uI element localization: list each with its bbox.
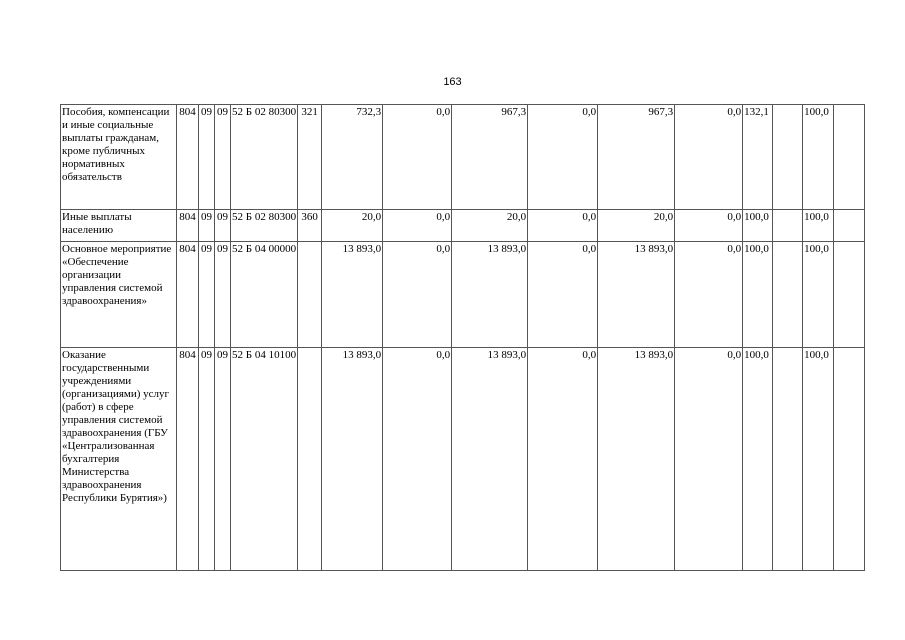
section-code: 09 <box>199 242 215 348</box>
value-cell: 20,0 <box>452 210 528 242</box>
percent-cell: 132,1 <box>743 105 773 210</box>
section-code: 09 <box>199 348 215 571</box>
value-cell: 13 893,0 <box>598 348 675 571</box>
ministry-code: 804 <box>177 210 199 242</box>
value-cell: 13 893,0 <box>322 242 383 348</box>
value-cell: 0,0 <box>675 210 743 242</box>
value-cell: 0,0 <box>383 242 452 348</box>
expense-type: 360 <box>298 210 322 242</box>
value-cell: 0,0 <box>675 348 743 571</box>
section-code: 09 <box>199 210 215 242</box>
percent-cell: 100,0 <box>743 242 773 348</box>
value-cell: 967,3 <box>598 105 675 210</box>
subsection-code: 09 <box>215 105 231 210</box>
percent-cell <box>773 210 803 242</box>
value-cell: 732,3 <box>322 105 383 210</box>
percent-cell <box>834 105 865 210</box>
value-cell: 0,0 <box>383 348 452 571</box>
section-code: 09 <box>199 105 215 210</box>
ministry-code: 804 <box>177 105 199 210</box>
table-row <box>61 348 865 571</box>
percent-cell: 100,0 <box>743 348 773 571</box>
percent-cell: 100,0 <box>803 242 834 348</box>
value-cell: 0,0 <box>675 242 743 348</box>
subsection-code: 09 <box>215 348 231 571</box>
percent-cell <box>773 348 803 571</box>
row-name: Оказание государственными учреждениями (организациями) услуг (работ) в сфере управления системой здравоохранения (ГБУ «Централизованная бухгалтерия Министерства здравоохранения Республики Бурятия») <box>61 348 177 571</box>
value-cell: 20,0 <box>598 210 675 242</box>
target-article: 52 Б 02 80300 <box>231 105 298 210</box>
value-cell: 13 893,0 <box>598 242 675 348</box>
percent-cell <box>834 242 865 348</box>
percent-cell <box>773 242 803 348</box>
value-cell: 0,0 <box>528 105 598 210</box>
ministry-code: 804 <box>177 242 199 348</box>
value-cell: 0,0 <box>383 210 452 242</box>
expense-type: 321 <box>298 105 322 210</box>
percent-cell: 100,0 <box>743 210 773 242</box>
value-cell: 13 893,0 <box>452 348 528 571</box>
value-cell: 967,3 <box>452 105 528 210</box>
value-cell: 20,0 <box>322 210 383 242</box>
value-cell: 0,0 <box>528 210 598 242</box>
value-cell: 0,0 <box>675 105 743 210</box>
value-cell: 13 893,0 <box>322 348 383 571</box>
percent-cell: 100,0 <box>803 348 834 571</box>
percent-cell <box>773 105 803 210</box>
value-cell: 0,0 <box>383 105 452 210</box>
percent-cell: 100,0 <box>803 105 834 210</box>
target-article: 52 Б 04 10100 <box>231 348 298 571</box>
page-number: 163 <box>443 76 462 88</box>
expense-type <box>298 348 322 571</box>
expense-type <box>298 242 322 348</box>
table-row <box>61 242 865 348</box>
target-article: 52 Б 02 80300 <box>231 210 298 242</box>
value-cell: 0,0 <box>528 348 598 571</box>
value-cell: 0,0 <box>528 242 598 348</box>
row-name: Иные выплаты населению <box>61 210 177 242</box>
value-cell: 13 893,0 <box>452 242 528 348</box>
target-article: 52 Б 04 00000 <box>231 242 298 348</box>
row-name: Основное мероприятие «Обеспечение организации управления системой здравоохранения» <box>61 242 177 348</box>
percent-cell: 100,0 <box>803 210 834 242</box>
table-row <box>61 105 865 210</box>
percent-cell <box>834 210 865 242</box>
subsection-code: 09 <box>215 242 231 348</box>
subsection-code: 09 <box>215 210 231 242</box>
budget-table <box>60 104 865 571</box>
ministry-code: 804 <box>177 348 199 571</box>
row-name: Пособия, компенсации и иные социальные выплаты гражданам, кроме публичных нормативных обязательств <box>61 105 177 210</box>
table-row <box>61 210 865 242</box>
percent-cell <box>834 348 865 571</box>
